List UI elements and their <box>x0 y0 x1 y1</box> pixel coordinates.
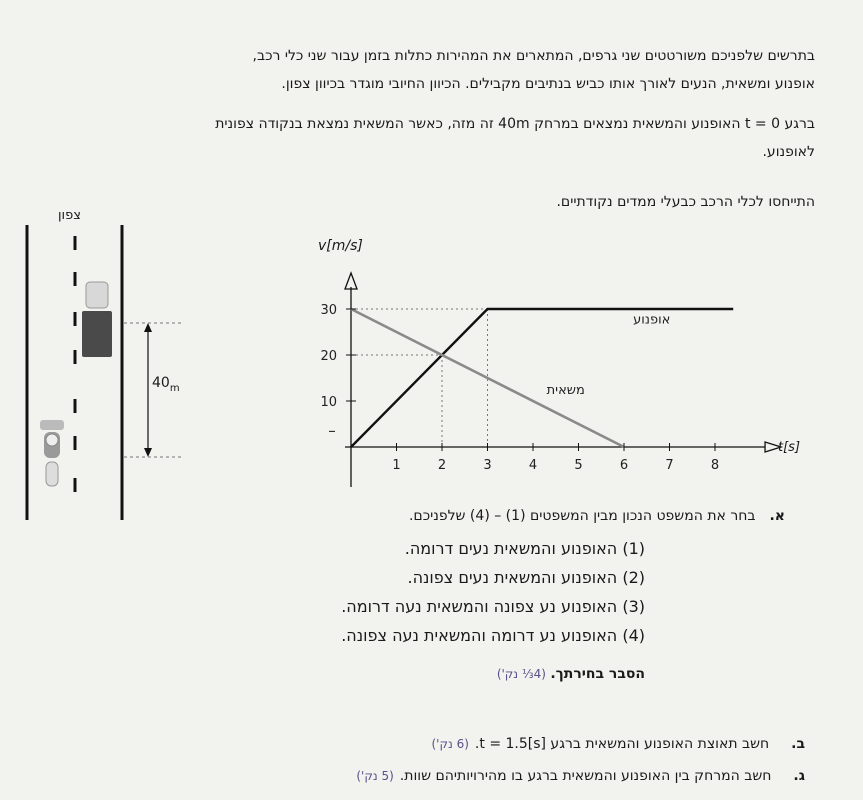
question-a-letter: א. <box>769 508 785 524</box>
distance-label <box>152 375 180 394</box>
question-c <box>105 768 805 784</box>
x-tick-label-4: 4 <box>528 458 538 473</box>
intro-text <box>40 42 815 216</box>
x-tick-label-3: 3 <box>483 458 492 473</box>
question-a <box>85 508 785 682</box>
intro-line-1: בתרשים שלפניכם משורטטים שני גרפים, המתארים את המהירות כתלות בזמן עבור שני כלי רכב, <box>252 48 815 64</box>
explain-line <box>85 666 645 682</box>
series-label-truck: משאית <box>546 383 585 399</box>
north-label: צפון <box>58 208 81 223</box>
series-label-motorcycle: אופנוע <box>633 312 671 328</box>
y-tick-label-30: 30 <box>320 303 337 318</box>
series-line-0 <box>351 309 733 447</box>
distance-value: 40 <box>152 375 170 391</box>
question-c-text: חשב המרחק בין האופנוע והמשאית ברגע בו מהירויותיהם שוות. <box>399 768 772 784</box>
option-1: (1) האופנוע והמשאית נעים דרומה. <box>404 539 645 558</box>
question-a-stem: בחר את המשפט הנכון מבין המשפטים (1) – (4) שלפניכם. <box>408 508 756 524</box>
x-tick-label-8: 8 <box>710 458 720 473</box>
y-tick-label-10: 10 <box>320 395 337 410</box>
velocity-time-chart <box>300 225 820 495</box>
option-2: (2) האופנוע והמשאית נעים צפונה. <box>407 568 645 587</box>
intro-line-4: לאופנוע. <box>762 144 815 160</box>
y-axis-arrow <box>345 273 357 289</box>
x-tick-label-2: 2 <box>437 458 447 473</box>
distance-unit: m <box>169 382 180 394</box>
question-b-text: חשב תאוצת האופנוע והמשאית ברגע t = 1.5[s]. <box>474 736 770 752</box>
option-4: (4) האופנוע נע דרומה והמשאית נעה צפונה. <box>341 626 645 645</box>
question-b-letter: ב. <box>791 736 805 752</box>
question-a-points: (4⅓ נק') <box>496 667 546 681</box>
motorcycle-icon <box>40 420 64 486</box>
chart-series <box>351 309 733 447</box>
x-tick-label-1: 1 <box>392 458 401 473</box>
intro-line-3: ברגע t = 0 האופנוע והמשאית נמצאים במרחק 40m זה מזה, כאשר המשאית נמצאת בנקודה צפונית <box>215 116 815 132</box>
y-axis-label: v[m/s] <box>318 238 363 254</box>
x-axis-label: t[s] <box>778 440 801 455</box>
intro-line-2: אופנוע ומשאית, הנעים לאורך אותו כביש בנתיבים מקבילים. הכיוון החיובי מוגדר בכיוון צפון. <box>281 76 815 92</box>
question-c-letter: ג. <box>793 768 805 784</box>
x-tick-label-7: 7 <box>665 458 674 473</box>
truck-icon <box>82 282 112 357</box>
explain-text: הסבר בחירתך. <box>550 666 645 682</box>
question-b <box>105 736 805 752</box>
option-3: (3) האופנוע נע צפונה והמשאית נעה דרומה. <box>341 597 645 616</box>
x-tick-label-5: 5 <box>574 458 583 473</box>
question-b-points: (6 נק') <box>431 737 469 751</box>
x-tick-label-6: 6 <box>619 458 629 473</box>
y-tick-label-20: 20 <box>320 349 337 364</box>
chart-axes <box>345 273 781 487</box>
options-list <box>85 534 645 650</box>
question-c-points: (5 נק') <box>356 769 394 783</box>
intro-line-5: התייחסו לכלי הרכב כבעלי ממדים נקודתיים. <box>556 194 815 210</box>
